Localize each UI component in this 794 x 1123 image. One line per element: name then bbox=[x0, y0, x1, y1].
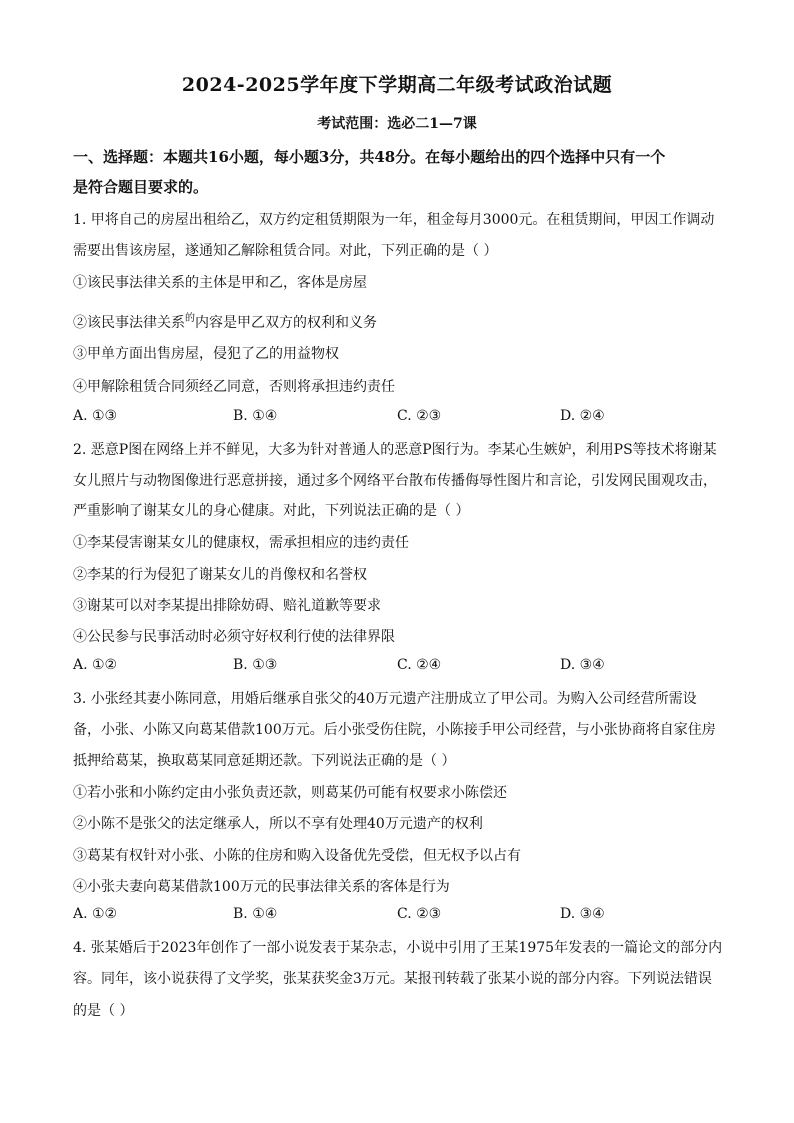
q1-stem-line-1: 1. 甲将自己的房屋出租给乙，双方约定租赁期限为一年，租金每月3000元。在租赁期间，甲因工作调动 bbox=[73, 212, 715, 228]
q3-statement-2: ②小陈不是张父的法定继承人，所以不享有处理40万元遗产的权利 bbox=[73, 816, 483, 832]
q2-option-d: D. ③④ bbox=[560, 657, 605, 673]
q1-statement-2-part-a: ②该民事法律关系 bbox=[73, 315, 185, 331]
page-title: 2024-2025学年度下学期高二年级考试政治试题 bbox=[181, 74, 613, 96]
q2-option-c: C. ②④ bbox=[397, 657, 442, 673]
q3-option-b: B. ①④ bbox=[233, 906, 278, 922]
q3-stem-line-3: 抵押给葛某，换取葛某同意延期还款。下列说法正确的是（ ） bbox=[73, 753, 456, 769]
q2-statement-2: ②李某的行为侵犯了谢某女儿的肖像权和名誉权 bbox=[73, 567, 367, 583]
exam-scope: 考试范围：选必二1—7课 bbox=[317, 116, 477, 132]
q4-stem-line-1: 4. 张某婚后于2023年创作了一部小说发表于某杂志，小说中引用了王某1975年发表的一篇论文的部分内 bbox=[73, 940, 723, 956]
q3-option-c: C. ②③ bbox=[397, 906, 442, 922]
q4-stem-line-3: 的是（ ） bbox=[73, 1003, 134, 1019]
q4-stem-line-2: 容。同年，该小说获得了文学奖，张某获奖金3万元。某报刊转载了张某小说的部分内容。下列说法错误 bbox=[73, 971, 712, 987]
q1-option-d: D. ②④ bbox=[560, 408, 605, 424]
q3-stem-line-2: 备，小张、小陈又向葛某借款100万元。后小张受伤住院，小陈接手甲公司经营，与小张协商将自家住房 bbox=[73, 722, 716, 738]
q1-statement-4: ④甲解除租赁合同须经乙同意，否则将承担违约责任 bbox=[73, 379, 395, 395]
q3-statement-4: ④小张夫妻向葛某借款100万元的民事法律关系的客体是行为 bbox=[73, 879, 450, 895]
q1-statement-2 bbox=[73, 309, 377, 332]
q3-option-d: D. ③④ bbox=[560, 906, 605, 922]
q1-option-b: B. ①④ bbox=[233, 408, 278, 424]
q2-stem-line-3: 严重影响了谢某女儿的身心健康。对此，下列说法正确的是（ ） bbox=[73, 503, 470, 519]
q1-statement-2-part-b: 内容是甲乙双方的权利和义务 bbox=[195, 315, 377, 331]
q1-option-a: A. ①③ bbox=[73, 408, 118, 424]
q2-statement-4: ④公民参与民事活动时必须守好权利行使的法律界限 bbox=[73, 629, 395, 645]
section-heading bbox=[73, 142, 728, 202]
q3-statement-3: ③葛某有权针对小张、小陈的住房和购入设备优先受偿，但无权予以占有 bbox=[73, 848, 521, 864]
q1-stem-line-2: 需要出售该房屋，遂通知乙解除租赁合同。对此，下列正确的是（ ） bbox=[73, 243, 498, 259]
q3-statement-1: ①若小张和小陈约定由小张负责还款，则葛某仍可能有权要求小陈偿还 bbox=[73, 785, 507, 801]
q3-option-a: A. ①② bbox=[73, 906, 118, 922]
q2-statement-1: ①李某侵害谢某女儿的健康权，需承担相应的违约责任 bbox=[73, 535, 409, 551]
q1-statement-2-superscript: 的 bbox=[185, 313, 195, 324]
q2-statement-3: ③谢某可以对李某提出排除妨碍、赔礼道歉等要求 bbox=[73, 598, 381, 614]
section-heading-line-2: 是符合题目要求的。 bbox=[73, 178, 209, 196]
q2-option-a: A. ①② bbox=[73, 657, 118, 673]
q2-option-b: B. ①③ bbox=[233, 657, 278, 673]
q3-stem-line-1: 3. 小张经其妻小陈同意，用婚后继承自张父的40万元遗产注册成立了甲公司。为购入公司经营所需设 bbox=[73, 691, 697, 707]
section-heading-line-1: 一、选择题：本题共16小题，每小题3分，共48分。在每小题给出的四个选择中只有一个 bbox=[73, 148, 666, 166]
q1-statement-3: ③甲单方面出售房屋，侵犯了乙的用益物权 bbox=[73, 346, 339, 362]
q2-stem-line-2: 女儿照片与动物图像进行恶意拼接，通过多个网络平台散布传播侮辱性图片和言论，引发网民围观攻击， bbox=[73, 473, 717, 489]
q1-statement-1: ①该民事法律关系的主体是甲和乙，客体是房屋 bbox=[73, 275, 367, 291]
q2-stem-line-1: 2. 恶意P图在网络上并不鲜见，大多为针对普通人的恶意P图行为。李某心生嫉妒，利用PS等技术将谢某 bbox=[73, 442, 717, 458]
q1-option-c: C. ②③ bbox=[397, 408, 442, 424]
